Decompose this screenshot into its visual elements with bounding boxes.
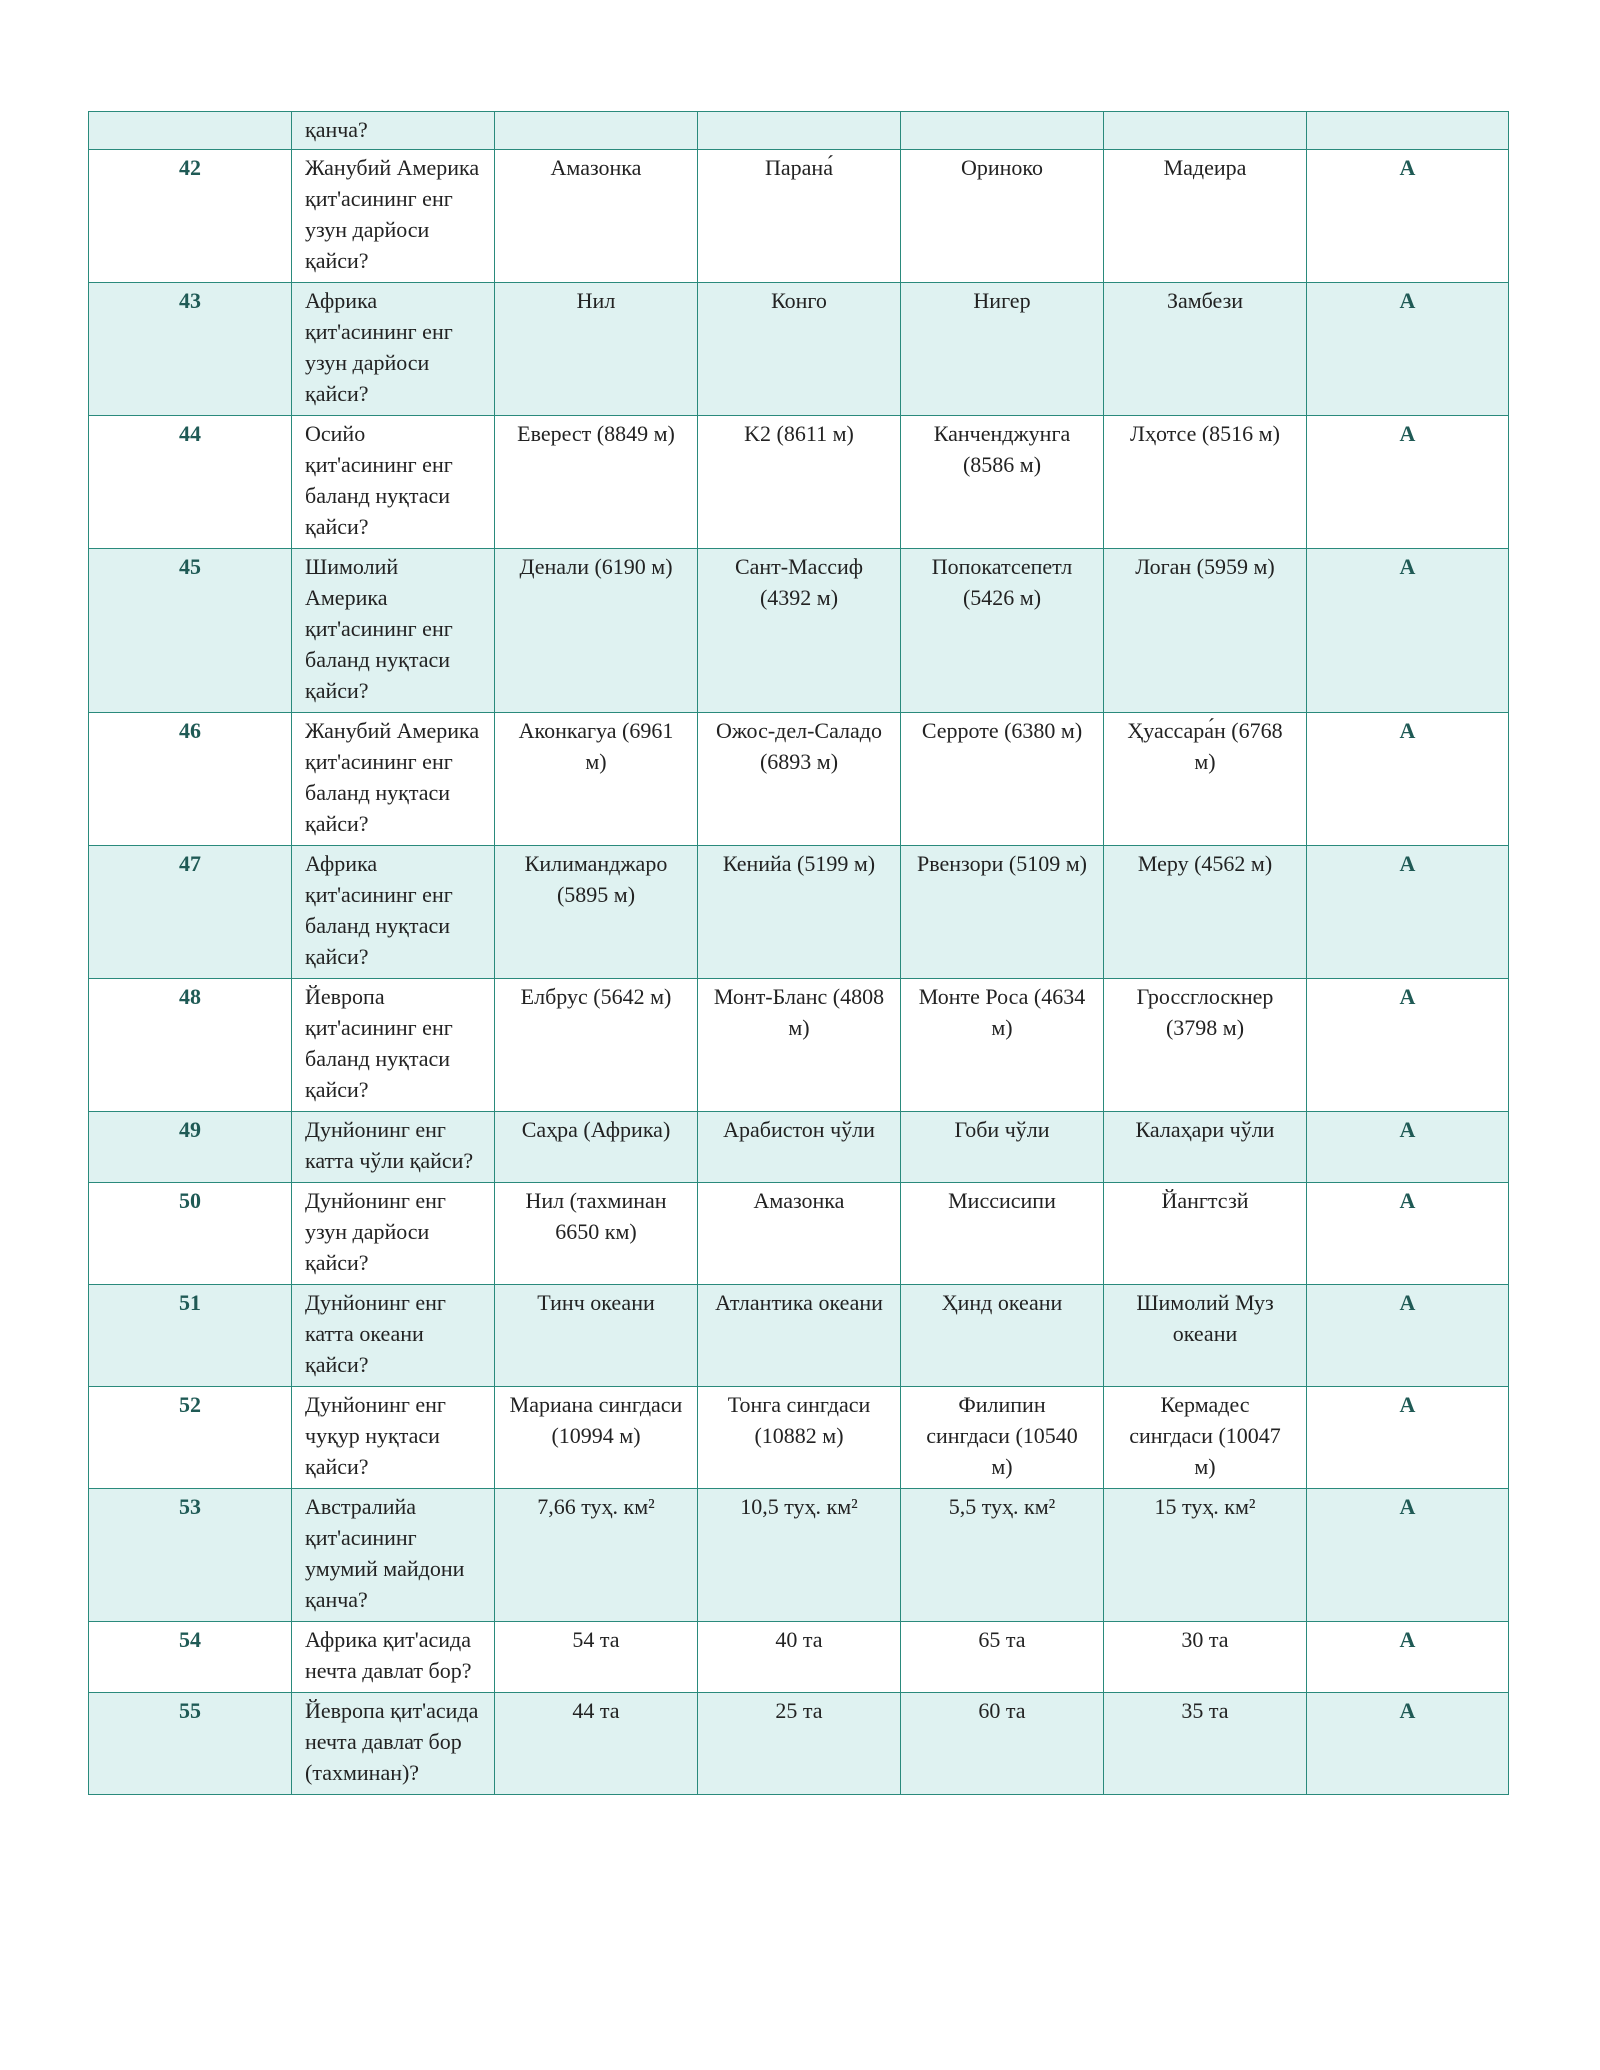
question-number: 53 [89,1489,292,1622]
correct-answer: A [1307,150,1509,283]
option-c: Серроте (6380 м) [901,713,1104,846]
question-text: Осийо қит'асининг енг баланд нуқтаси қайси? [292,416,495,549]
question-number: 55 [89,1693,292,1795]
option-d: 30 та [1104,1622,1307,1693]
option-d: Йангтсзй [1104,1183,1307,1285]
option-a: Нил (тахминан 6650 км) [495,1183,698,1285]
option-b: Ожос-дел-Саладо (6893 м) [698,713,901,846]
option-a: Нил [495,283,698,416]
question-number: 52 [89,1387,292,1489]
table-row [89,846,1509,979]
option-b: 10,5 туҳ. км² [698,1489,901,1622]
correct-answer: A [1307,549,1509,713]
correct-answer: A [1307,846,1509,979]
table-row [89,1489,1509,1622]
option-a: 44 та [495,1693,698,1795]
question-number: 54 [89,1622,292,1693]
question-number: 50 [89,1183,292,1285]
option-a: 54 та [495,1622,698,1693]
option-c: 65 та [901,1622,1104,1693]
question-number: 45 [89,549,292,713]
question-number: 49 [89,1112,292,1183]
table-row [89,1387,1509,1489]
option-b: Парана́ [698,150,901,283]
option-b: Сант-Массиф (4392 м) [698,549,901,713]
option-a: Килиманджаро (5895 м) [495,846,698,979]
question-number: 51 [89,1285,292,1387]
correct-answer: A [1307,416,1509,549]
option-c: Гоби чўли [901,1112,1104,1183]
table-row [89,1112,1509,1183]
table-row [89,713,1509,846]
option-d: 15 туҳ. км² [1104,1489,1307,1622]
option-b: Атлантика океани [698,1285,901,1387]
table-row [89,979,1509,1112]
question-text: Дунйонинг енг катта чўли қайси? [292,1112,495,1183]
question-text: Африка қит'асининг енг узун дарйоси қайси? [292,283,495,416]
option-a: Денали (6190 м) [495,549,698,713]
option-d: Ҳуассара́н (6768 м) [1104,713,1307,846]
correct-answer: A [1307,1693,1509,1795]
option-a: Саҳра (Африка) [495,1112,698,1183]
table-row [89,150,1509,283]
question-text: Дунйонинг енг чуқур нуқтаси қайси? [292,1387,495,1489]
quiz-table [88,111,1509,1795]
question-number: 42 [89,150,292,283]
option-a: Мариана сингдаси (10994 м) [495,1387,698,1489]
table-row [89,1622,1509,1693]
option-b: Кенийа (5199 м) [698,846,901,979]
question-text: Жанубий Америка қит'асининг енг узун дарйоси қайси? [292,150,495,283]
correct-answer: A [1307,1183,1509,1285]
question-text: Австралийа қит'асининг умумий майдони қанча? [292,1489,495,1622]
question-text: Шимолий Америка қит'асининг енг баланд нуқтаси қайси? [292,549,495,713]
question-number: 48 [89,979,292,1112]
option-d: Гроссглоскнер (3798 м) [1104,979,1307,1112]
option-c: Монте Роса (4634 м) [901,979,1104,1112]
question-number: 44 [89,416,292,549]
table-row [89,1285,1509,1387]
correct-answer: A [1307,1112,1509,1183]
option-a [495,112,698,150]
option-c: Канченджунга (8586 м) [901,416,1104,549]
option-c: 5,5 туҳ. км² [901,1489,1104,1622]
option-d: Меру (4562 м) [1104,846,1307,979]
question-number: 43 [89,283,292,416]
option-d: Калаҳари чўли [1104,1112,1307,1183]
option-c: 60 та [901,1693,1104,1795]
option-b: Тонга сингдаси (10882 м) [698,1387,901,1489]
table-row-partial [89,112,1509,150]
option-a: Еверест (8849 м) [495,416,698,549]
option-b: Конго [698,283,901,416]
option-d: Мадеира [1104,150,1307,283]
option-c: Рвензори (5109 м) [901,846,1104,979]
correct-answer: A [1307,979,1509,1112]
option-c: Нигер [901,283,1104,416]
option-b: Амазонка [698,1183,901,1285]
option-a: 7,66 туҳ. км² [495,1489,698,1622]
option-c: Филипин сингдаси (10540 м) [901,1387,1104,1489]
quiz-table-body [89,112,1509,1795]
question-text: Дунйонинг енг катта океани қайси? [292,1285,495,1387]
option-b [698,112,901,150]
correct-answer [1307,112,1509,150]
question-text: Африка қит'асида нечта давлат бор? [292,1622,495,1693]
question-text: Африка қит'асининг енг баланд нуқтаси қайси? [292,846,495,979]
option-b: 25 та [698,1693,901,1795]
option-c: Ориноко [901,150,1104,283]
option-c: Миссисипи [901,1183,1104,1285]
question-text: қанча? [292,112,495,150]
option-c: Попокатсепетл (5426 м) [901,549,1104,713]
table-row [89,1693,1509,1795]
table-row [89,283,1509,416]
option-d: Шимолий Муз океани [1104,1285,1307,1387]
question-text: Жанубий Америка қит'асининг енг баланд нуқтаси қайси? [292,713,495,846]
option-a: Елбрус (5642 м) [495,979,698,1112]
option-b: Арабистон чўли [698,1112,901,1183]
question-number: 46 [89,713,292,846]
option-d: Кермадес сингдаси (10047 м) [1104,1387,1307,1489]
question-text: Йевропа қит'асида нечта давлат бор (тахминан)? [292,1693,495,1795]
option-b: Монт-Бланс (4808 м) [698,979,901,1112]
option-d: Замбези [1104,283,1307,416]
option-a: Тинч океани [495,1285,698,1387]
correct-answer: A [1307,1622,1509,1693]
option-a: Аконкагуа (6961 м) [495,713,698,846]
correct-answer: A [1307,1489,1509,1622]
option-d: Лҳотсе (8516 м) [1104,416,1307,549]
option-b: K2 (8611 м) [698,416,901,549]
table-row [89,549,1509,713]
correct-answer: A [1307,283,1509,416]
option-c: Ҳинд океани [901,1285,1104,1387]
option-d: 35 та [1104,1693,1307,1795]
question-number [89,112,292,150]
option-b: 40 та [698,1622,901,1693]
option-d: Логан (5959 м) [1104,549,1307,713]
correct-answer: A [1307,1285,1509,1387]
table-row [89,1183,1509,1285]
option-c [901,112,1104,150]
question-text: Дунйонинг енг узун дарйоси қайси? [292,1183,495,1285]
correct-answer: A [1307,713,1509,846]
option-a: Амазонка [495,150,698,283]
table-row [89,416,1509,549]
correct-answer: A [1307,1387,1509,1489]
question-number: 47 [89,846,292,979]
option-d [1104,112,1307,150]
question-text: Йевропа қит'асининг енг баланд нуқтаси қайси? [292,979,495,1112]
